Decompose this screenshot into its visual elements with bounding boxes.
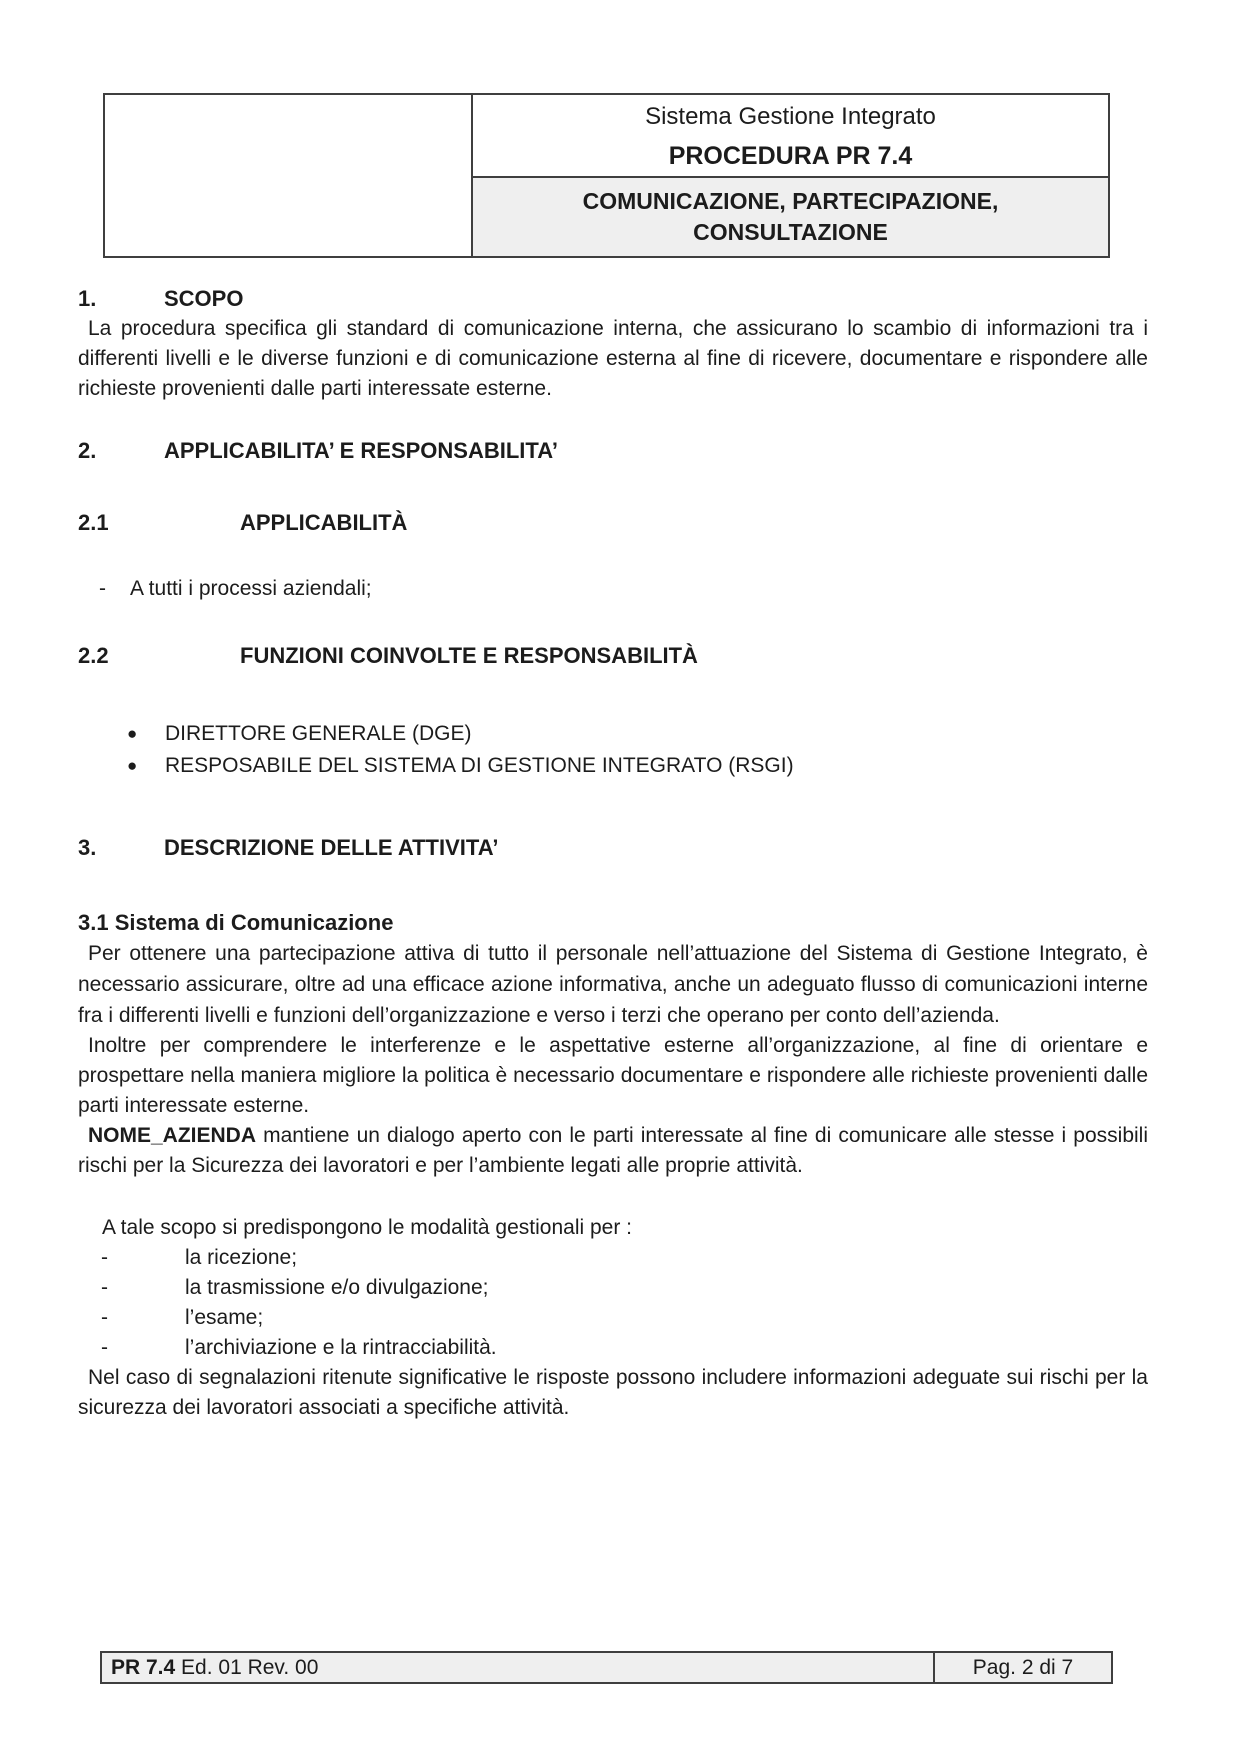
section-title: APPLICABILITA’ E RESPONSABILITA’ (164, 438, 559, 463)
dash-marker: - (101, 1276, 108, 1299)
section-title: SCOPO (164, 286, 244, 311)
paragraph-text: mantiene un dialogo aperto con le parti interessate al fine di comunicare alle stesse i possibili rischi per la Sicurezza dei lavoratori e per l’ambiente legati alle proprie attività. (78, 1124, 1148, 1177)
list-item (101, 1303, 1148, 1333)
section-title: DESCRIZIONE DELLE ATTIVITA’ (164, 835, 499, 860)
subsection-heading-sistema-comunicazione: 3.1 Sistema di Comunicazione (78, 910, 394, 935)
bullet-marker: ● (127, 756, 138, 775)
section-heading-applicabilita-responsabilita (78, 436, 1148, 466)
list-item-text: RESPOSABILE DEL SISTEMA DI GESTIONE INTEGRATO (RSGI) (165, 754, 794, 777)
bullet-list-funzioni (78, 718, 1148, 782)
dash-marker: - (101, 1306, 108, 1329)
list-item-text: A tutti i processi aziendali; (130, 577, 372, 600)
paragraph-nel-caso: Nel caso di segnalazioni ritenute significative le risposte possono includere informazioni adeguate sui rischi per la sicurezza dei lavoratori associati a specifiche attività. (78, 1366, 1148, 1419)
list-item-text: DIRETTORE GENERALE (DGE) (165, 722, 472, 745)
footer-page-number: Pag. 2 di 7 (933, 1653, 1111, 1682)
section-heading-scopo (78, 284, 1148, 314)
dash-marker: - (101, 1336, 108, 1359)
footer-edition-revision: Ed. 01 Rev. 00 (175, 1656, 319, 1679)
paragraph-inoltre: Inoltre per comprendere le interferenze e le aspettative esterne all’organizzazione, al fine di orientare e prospettare nella maniera migliore la politica è necessario documentare e rispondere alle richieste provenienti dalle parti interessate esterne. (78, 1034, 1148, 1117)
list-intro-line: A tale scopo si predispongono le modalità gestionali per : (102, 1216, 633, 1239)
section-number: 3. (78, 835, 97, 860)
footer-table (100, 1651, 1113, 1684)
list-item-text: la trasmissione e/o divulgazione; (185, 1276, 489, 1299)
procedure-number: PROCEDURA PR 7.4 (668, 141, 913, 170)
bullet-marker: ● (127, 724, 138, 743)
company-name-placeholder: NOME_AZIENDA (88, 1124, 257, 1147)
section-number: 1. (78, 286, 97, 311)
list-item (101, 1273, 1148, 1303)
dash-marker: - (101, 1246, 108, 1269)
paragraph-scopo: La procedura specifica gli standard di comunicazione interna, che assicurano lo scambio di informazioni tra i differenti livelli e le diverse funzioni e di comunicazione esterna al fine di ricevere, documentare e rispondere alle richieste provenienti dalle parti interessate esterne. (78, 317, 1148, 400)
subsection-title: APPLICABILITÀ (240, 510, 408, 535)
subsection-heading-applicabilita (78, 508, 1148, 538)
section-number: 2. (78, 438, 97, 463)
list-item (101, 1333, 1148, 1363)
list-item (99, 574, 1148, 604)
list-item (127, 750, 1148, 782)
footer-procedure-code: PR 7.4 (111, 1656, 176, 1679)
list-item-text: l’archiviazione e la rintracciabilità. (185, 1336, 497, 1359)
list-item-text: la ricezione; (185, 1246, 298, 1269)
system-title: Sistema Gestione Integrato (645, 102, 936, 130)
subsection-heading-funzioni (78, 641, 1148, 671)
paragraph-per-ottenere: Per ottenere una partecipazione attiva di tutto il personale nell’attuazione del Sistema di Gestione Integrato, è necessario assicurare, oltre ad una efficace azione informativa, anche un adeguato flusso di comunicazioni interne fra i differenti livelli e funzioni dell’organizzazione e verso i terzi che operano per conto dell’azienda. (78, 942, 1148, 1027)
dash-list-modalita (78, 1243, 1148, 1363)
footer-document-id (102, 1653, 933, 1682)
subsection-title: FUNZIONI COINVOLTE E RESPONSABILITÀ (240, 643, 698, 668)
list-item (101, 1243, 1148, 1273)
section-heading-descrizione (78, 833, 1148, 863)
subsection-number: 2.1 (78, 510, 109, 535)
paragraph-nome-azienda (78, 1121, 1148, 1181)
procedure-title: COMUNICAZIONE, PARTECIPAZIONE, CONSULTAZIONE (582, 188, 999, 245)
list-item-text: l’esame; (185, 1306, 264, 1329)
subsection-number: 2.2 (78, 643, 109, 668)
list-item (127, 718, 1148, 750)
dash-marker: - (99, 577, 106, 600)
